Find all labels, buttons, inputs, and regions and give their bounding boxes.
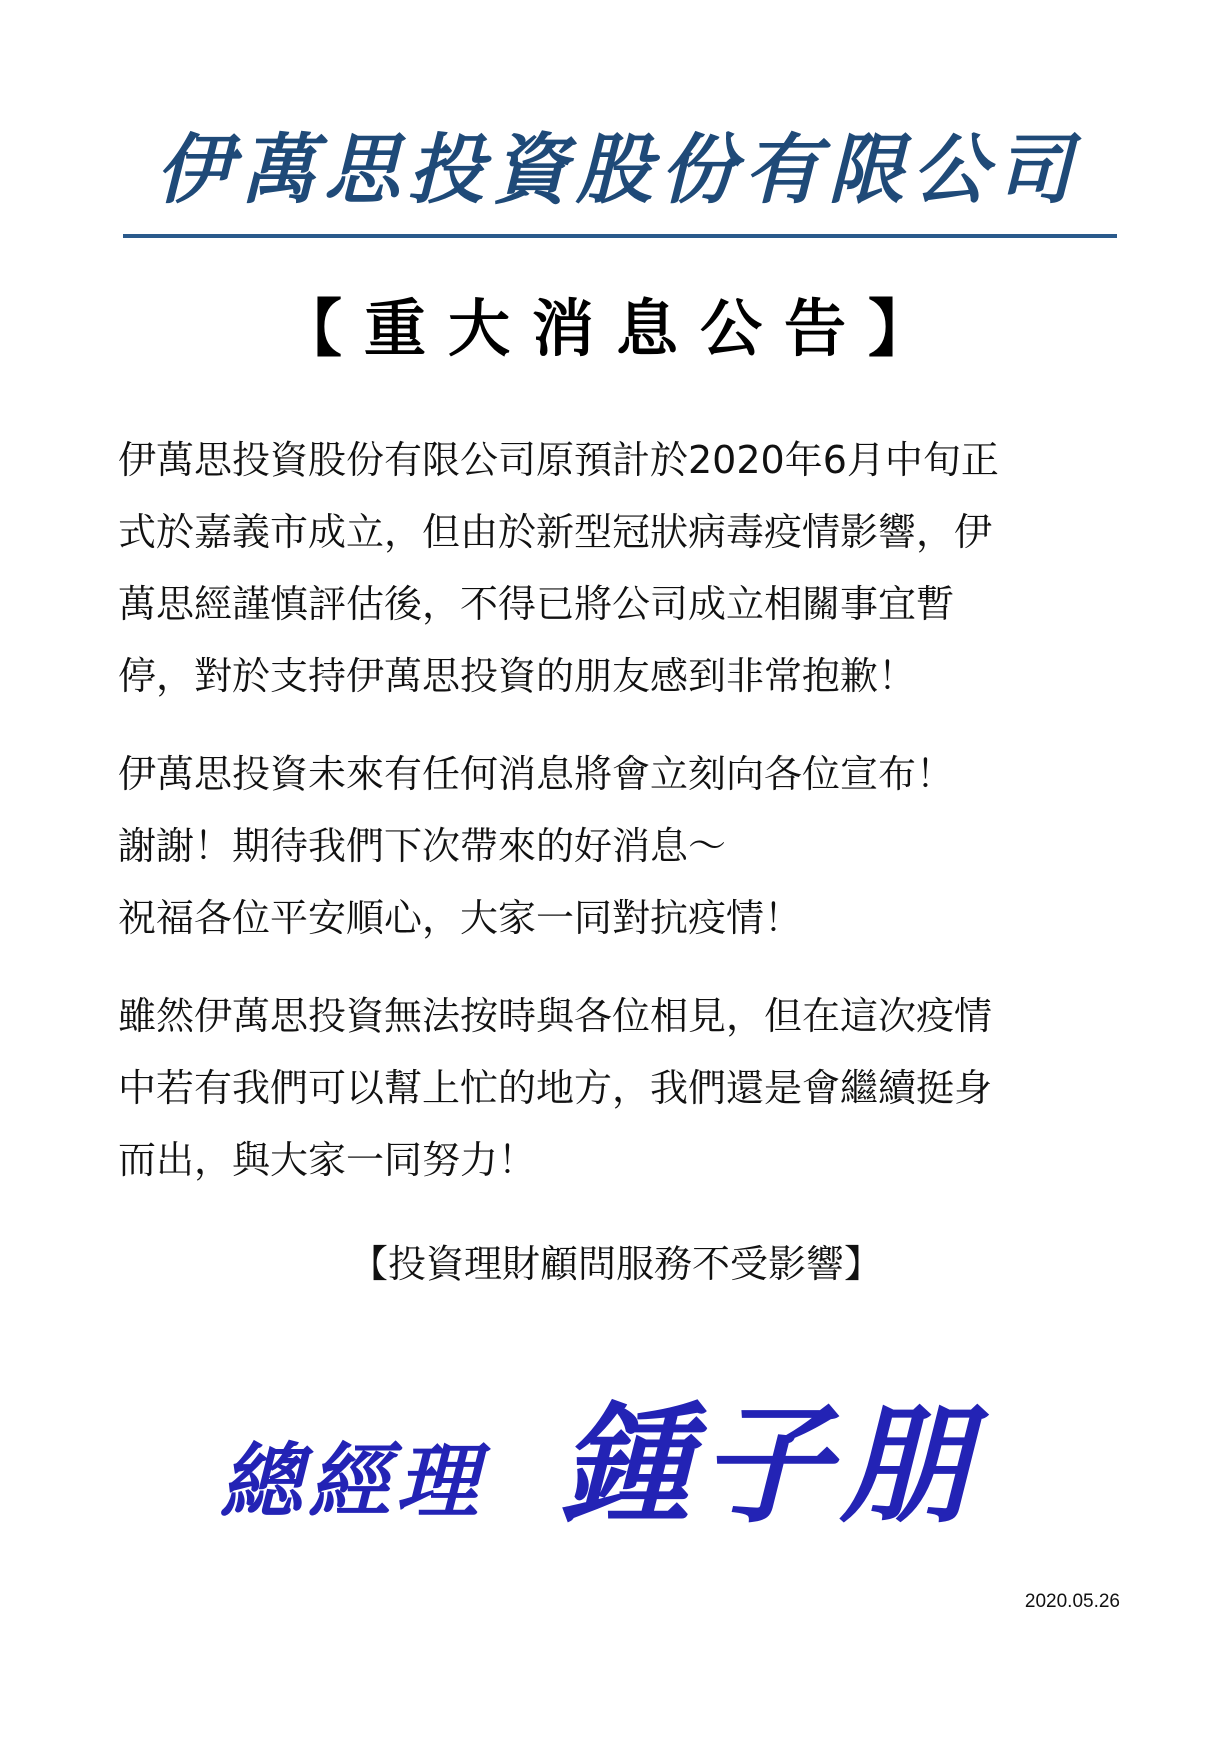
service-note: 【投資理財顧問服務不受影響】 bbox=[349, 1242, 882, 1286]
paragraph-line: 停，對於支持伊萬思投資的朋友感到非常抱歉！ bbox=[118, 654, 917, 698]
paragraph-line: 謝謝！期待我們下次帶來的好消息～ bbox=[118, 824, 727, 868]
paragraph-line: 萬思經謹慎評估後，不得已將公司成立相關事宜暫 bbox=[118, 582, 955, 626]
signature-role: 總經理 bbox=[220, 1434, 484, 1530]
signature-block bbox=[220, 1390, 1040, 1540]
paragraph-line: 而出，與大家一同努力！ bbox=[118, 1138, 537, 1182]
announcement-heading: 【重大消息公告】 bbox=[279, 292, 952, 365]
paragraph-line: 雖然伊萬思投資無法按時與各位相見，但在這次疫情 bbox=[118, 994, 993, 1038]
paragraph-line: 伊萬思投資未來有任何消息將會立刻向各位宣布！ bbox=[118, 752, 955, 796]
paragraph-postponement bbox=[118, 424, 1128, 712]
signature-name: 鍾子朋 bbox=[560, 1388, 981, 1541]
paragraph-line: 祝福各位平安順心，大家一同對抗疫情！ bbox=[118, 896, 803, 940]
paragraph-support bbox=[118, 980, 1128, 1196]
paragraph-line: 中若有我們可以幫上忙的地方，我們還是會繼續挺身 bbox=[118, 1066, 993, 1110]
paragraph-line: 伊萬思投資股份有限公司原預計於2020年6月中旬正 bbox=[118, 438, 999, 482]
document-date: 2020.05.26 bbox=[1024, 1591, 1120, 1612]
company-name-title: 伊萬思投資股份有限公司 bbox=[156, 125, 1080, 214]
title-divider bbox=[123, 234, 1117, 238]
paragraph-future-news bbox=[118, 738, 1128, 954]
paragraph-line: 式於嘉義市成立，但由於新型冠狀病毒疫情影響，伊 bbox=[118, 510, 993, 554]
